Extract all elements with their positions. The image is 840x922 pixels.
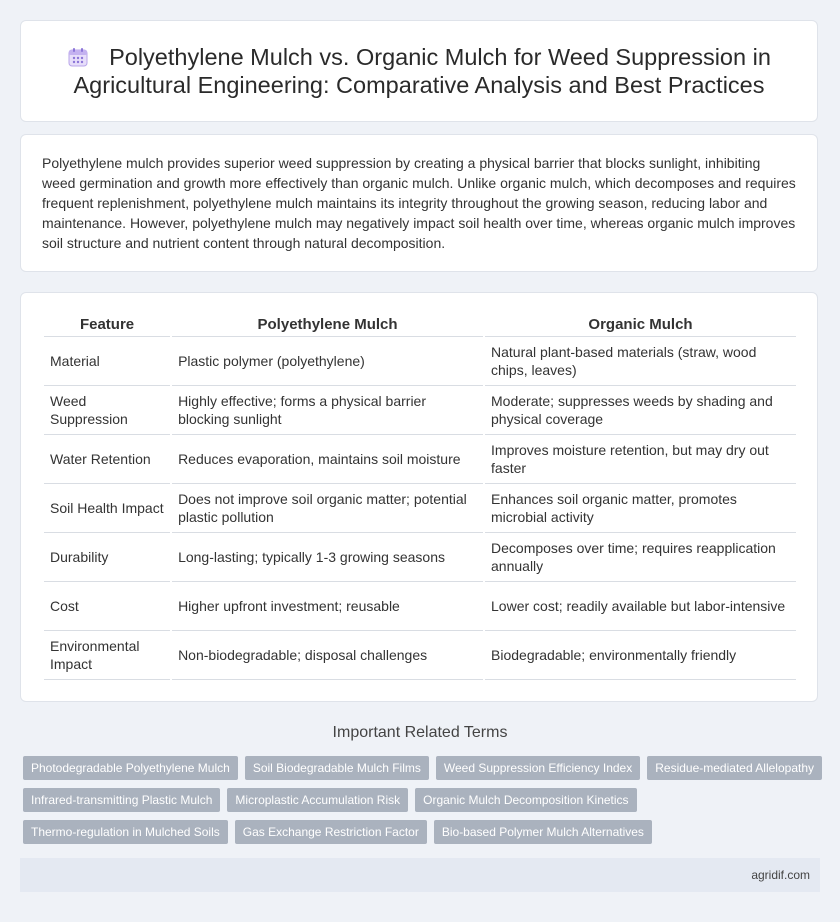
intro-paragraph: Polyethylene mulch provides superior weed suppression by creating a physical barrier that blocks sunlight, inhibiting weed germination and growth more effectively than organic mulch. Unlike organic mulch, which decomposes and requires frequent replenishment, polyethylene mulch maintains its integrity throughout the growing season, reducing labor and maintenance. However, polyethylene mulch may negatively impact soil health over time, whereas organic mulch improves soil structure and nutrient content through natural decomposition. bbox=[42, 155, 796, 251]
table-row bbox=[44, 582, 796, 631]
header-feature: Feature bbox=[44, 313, 170, 337]
cell-feature: Cost bbox=[44, 582, 170, 631]
term-tag[interactable]: Residue-mediated Allelopathy bbox=[647, 756, 822, 780]
term-tag[interactable]: Organic Mulch Decomposition Kinetics bbox=[415, 788, 636, 812]
cell-organic: Decomposes over time; requires reapplication annually bbox=[485, 533, 796, 582]
title-card bbox=[20, 20, 818, 122]
cell-feature: Water Retention bbox=[44, 435, 170, 484]
footer bbox=[20, 858, 820, 892]
comparison-table bbox=[42, 313, 798, 680]
term-tag[interactable]: Gas Exchange Restriction Factor bbox=[235, 820, 427, 844]
cell-polyethylene: Does not improve soil organic matter; potential plastic pollution bbox=[172, 484, 483, 533]
term-tag[interactable]: Soil Biodegradable Mulch Films bbox=[245, 756, 429, 780]
cell-feature: Environmental Impact bbox=[44, 631, 170, 680]
page-title bbox=[49, 43, 789, 99]
cell-feature: Weed Suppression bbox=[44, 386, 170, 435]
header-polyethylene: Polyethylene Mulch bbox=[172, 313, 483, 337]
cell-organic: Moderate; suppresses weeds by shading and physical coverage bbox=[485, 386, 796, 435]
related-terms-tags bbox=[23, 756, 823, 852]
footer-site-link[interactable]: agridif.com bbox=[751, 868, 810, 882]
cell-polyethylene: Non-biodegradable; disposal challenges bbox=[172, 631, 483, 680]
table-header-row bbox=[44, 313, 796, 337]
related-terms-section bbox=[0, 722, 840, 744]
cell-polyethylene: Highly effective; forms a physical barrier blocking sunlight bbox=[172, 386, 483, 435]
cell-feature: Material bbox=[44, 337, 170, 386]
cell-feature: Soil Health Impact bbox=[44, 484, 170, 533]
tag-row bbox=[23, 788, 823, 812]
table-row bbox=[44, 484, 796, 533]
comparison-table-card bbox=[20, 292, 818, 702]
table-row bbox=[44, 337, 796, 386]
cell-polyethylene: Higher upfront investment; reusable bbox=[172, 582, 483, 631]
cell-organic: Improves moisture retention, but may dry out faster bbox=[485, 435, 796, 484]
term-tag[interactable]: Weed Suppression Efficiency Index bbox=[436, 756, 640, 780]
cell-feature: Durability bbox=[44, 533, 170, 582]
term-tag[interactable]: Thermo-regulation in Mulched Soils bbox=[23, 820, 228, 844]
cell-organic: Natural plant-based materials (straw, wood chips, leaves) bbox=[485, 337, 796, 386]
cell-polyethylene: Plastic polymer (polyethylene) bbox=[172, 337, 483, 386]
cell-organic: Biodegradable; environmentally friendly bbox=[485, 631, 796, 680]
header-organic: Organic Mulch bbox=[485, 313, 796, 337]
calendar-icon bbox=[67, 46, 89, 68]
tag-row bbox=[23, 756, 823, 780]
table-row bbox=[44, 435, 796, 484]
intro-card bbox=[20, 134, 818, 272]
term-tag[interactable]: Photodegradable Polyethylene Mulch bbox=[23, 756, 238, 780]
tag-row bbox=[23, 820, 823, 844]
related-terms-title: Important Related Terms bbox=[332, 724, 508, 741]
cell-polyethylene: Long-lasting; typically 1-3 growing seasons bbox=[172, 533, 483, 582]
cell-organic: Enhances soil organic matter, promotes microbial activity bbox=[485, 484, 796, 533]
cell-polyethylene: Reduces evaporation, maintains soil moisture bbox=[172, 435, 483, 484]
page-title-text: Polyethylene Mulch vs. Organic Mulch for Weed Suppression in Agricultural Engineering: Comparative Analysis and Best Practices bbox=[73, 44, 771, 98]
table-row bbox=[44, 631, 796, 680]
table-row bbox=[44, 386, 796, 435]
term-tag[interactable]: Infrared-transmitting Plastic Mulch bbox=[23, 788, 220, 812]
cell-organic: Lower cost; readily available but labor-intensive bbox=[485, 582, 796, 631]
term-tag[interactable]: Bio-based Polymer Mulch Alternatives bbox=[434, 820, 652, 844]
term-tag[interactable]: Microplastic Accumulation Risk bbox=[227, 788, 408, 812]
table-row bbox=[44, 533, 796, 582]
